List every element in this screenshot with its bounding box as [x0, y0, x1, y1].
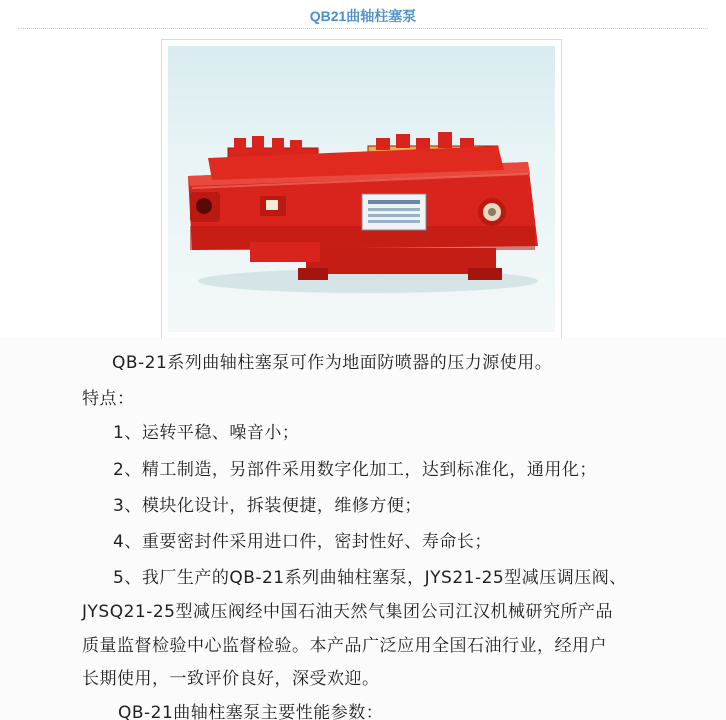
feature-item: 4、重要密封件采用进口件，密封性好、寿命长； [113, 532, 492, 552]
features-heading: 特点： [82, 389, 135, 409]
feature-item: 5、我厂生产的QB-21系列曲轴柱塞泵，JYS21-25型减压调压阀、 [113, 568, 627, 588]
pump-illustration [168, 46, 555, 332]
feature-item: 1、运转平稳、噪音小； [113, 423, 300, 443]
product-photo-frame [161, 39, 562, 339]
feature-continuation: JYSQ21-25型减压阀经中国石油天然气集团公司江汉机械研究所产品 [82, 602, 613, 622]
feature-continuation: 质量监督检验中心监督检验。本产品广泛应用全国石油行业，经用户 [82, 636, 607, 656]
params-heading: QB-21曲轴柱塞泵主要性能参数： [118, 703, 384, 720]
feature-continuation: 长期使用，一致评价良好，深受欢迎。 [82, 669, 380, 689]
product-photo [168, 46, 555, 332]
feature-item: 3、模块化设计，拆装便捷，维修方便； [113, 496, 422, 516]
page-title: QB21曲轴柱塞泵 [309, 8, 417, 24]
intro-text: QB-21系列曲轴柱塞泵可作为地面防喷器的压力源使用。 [112, 353, 553, 373]
title-divider [18, 28, 708, 29]
feature-item: 2、精工制造，另部件采用数字化加工，达到标准化，通用化； [113, 460, 597, 480]
